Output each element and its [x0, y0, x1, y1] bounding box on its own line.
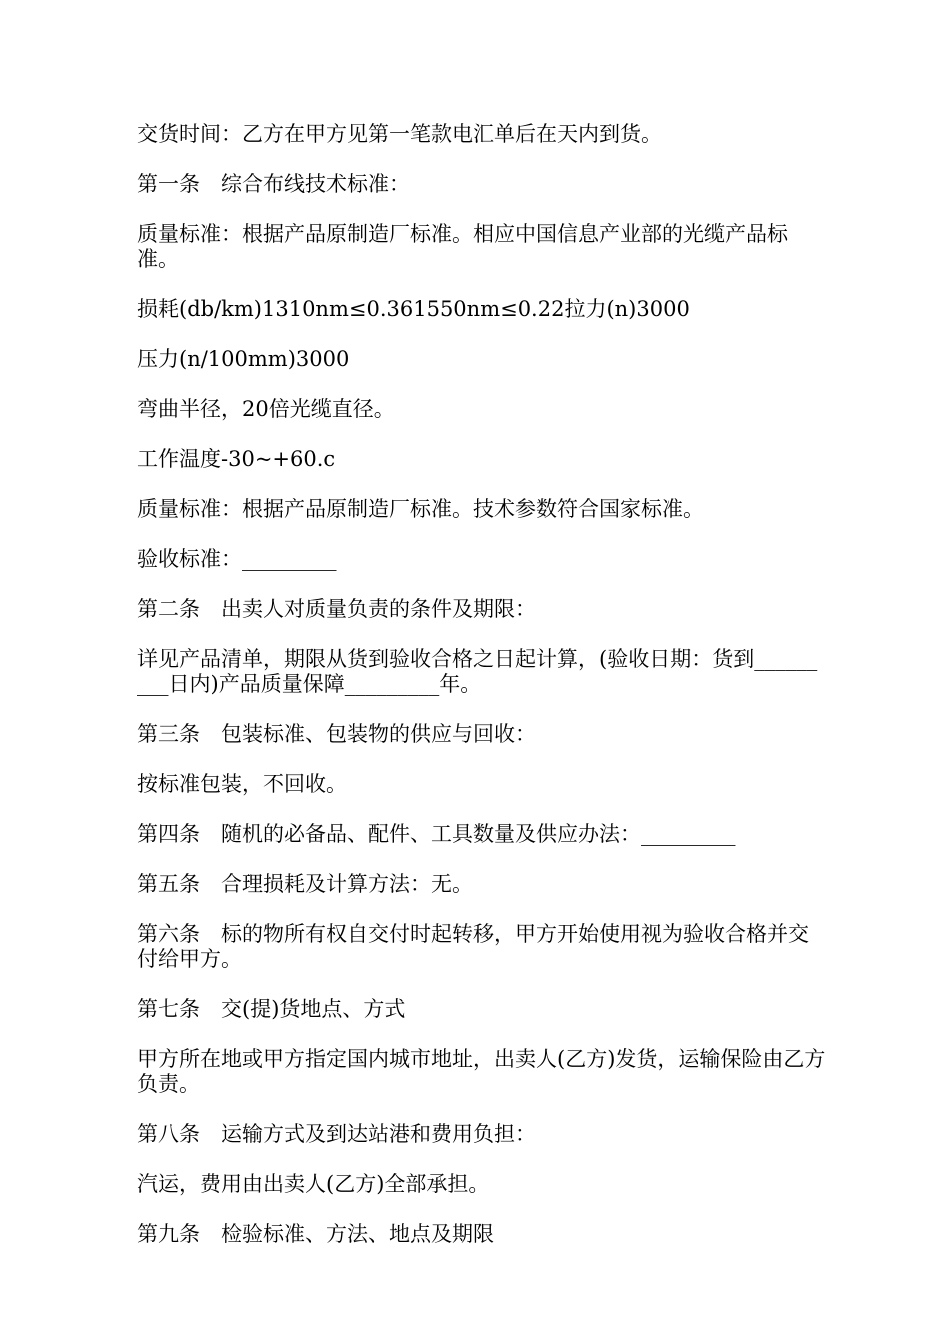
paragraph-loss-spec: 损耗(db/km)1310nm≤0.361550nm≤0.22拉力(n)3000: [137, 297, 690, 321]
paragraph-article-3-heading: 第三条 包装标准、包装物的供应与回收：: [137, 722, 536, 746]
paragraph-article-5: 第五条 合理损耗及计算方法：无。: [137, 872, 473, 896]
paragraph-article-9-heading: 第九条 检验标准、方法、地点及期限: [137, 1222, 494, 1246]
paragraph-delivery-time: 交货时间：乙方在甲方见第一笔款电汇单后在天内到货。: [137, 122, 662, 146]
paragraph-bend-radius: 弯曲半径，20倍光缆直径。: [137, 397, 395, 421]
paragraph-article-7-heading: 第七条 交(提)货地点、方式: [137, 997, 406, 1021]
paragraph-article-4: 第四条 随机的必备品、配件、工具数量及供应办法：_________: [137, 822, 736, 846]
paragraph-packaging: 按标准包装，不回收。: [137, 772, 347, 796]
paragraph-quality-standard-1: 质量标准：根据产品原制造厂标准。相应中国信息产业部的光缆产品标准。: [137, 222, 788, 271]
paragraph-quality-standard-2: 质量标准：根据产品原制造厂标准。技术参数符合国家标准。: [137, 497, 704, 521]
paragraph-article-8-heading: 第八条 运输方式及到达站港和费用负担：: [137, 1122, 536, 1146]
paragraph-article-2-heading: 第二条 出卖人对质量负责的条件及期限：: [137, 597, 536, 621]
paragraph-warranty-details: 详见产品清单，期限从货到验收合格之日起计算，(验收日期：货到_________日内)产品质量保障_________年。: [137, 647, 818, 696]
paragraph-pressure-spec: 压力(n/100mm)3000: [137, 347, 350, 371]
paragraph-article-6: 第六条 标的物所有权自交付时起转移，甲方开始使用视为验收合格并交付给甲方。: [137, 922, 809, 971]
paragraph-transport-cost: 汽运，费用由出卖人(乙方)全部承担。: [137, 1172, 490, 1196]
paragraph-delivery-location: 甲方所在地或甲方指定国内城市地址，出卖人(乙方)发货，运输保险由乙方负责。: [137, 1047, 826, 1096]
paragraph-working-temperature: 工作温度-30~+60.c: [137, 447, 336, 471]
document-body: [137, 122, 827, 1272]
paragraph-acceptance-standard: 验收标准：_________: [137, 547, 337, 571]
paragraph-article-1-heading: 第一条 综合布线技术标准：: [137, 172, 410, 196]
